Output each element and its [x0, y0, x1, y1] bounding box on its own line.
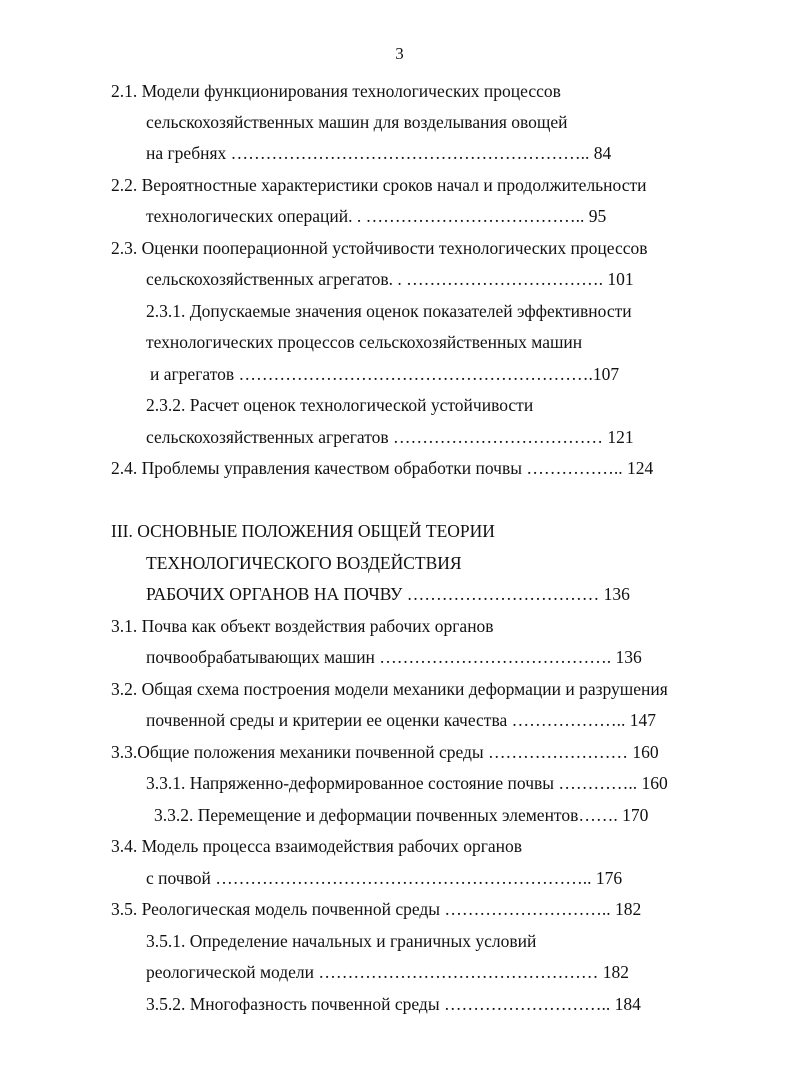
toc-line-2-2-end: технологических операций. . ……………………………….. 95 — [146, 206, 607, 226]
toc-line-3-1: 3.1. Почва как объект воздействия рабочих органов — [111, 616, 494, 636]
toc-line-chapter-3: III. ОСНОВНЫЕ ПОЛОЖЕНИЯ ОБЩЕЙ ТЕОРИИ — [111, 521, 495, 541]
toc-line-3-5: 3.5. Реологическая модель почвенной среды ……………………….. 182 — [111, 899, 642, 919]
page-number: 3 — [395, 44, 404, 63]
toc-line-2-4: 2.4. Проблемы управления качеством обработки почвы …………….. 124 — [111, 458, 654, 478]
toc-line-2-3-1-cont: технологических процессов сельскохозяйственных машин — [146, 332, 583, 352]
toc-line-2-1-cont: сельскохозяйственных машин для возделывания овощей — [146, 112, 568, 132]
toc-line-3-5-1-end: реологической модели ………………………………………… 182 — [146, 962, 630, 982]
toc-line-2-1-end: на гребнях …………………………………………………….. 84 — [146, 143, 612, 163]
toc-line-chapter-3-end: РАБОЧИХ ОРГАНОВ НА ПОЧВУ …………………………… 136 — [146, 584, 630, 604]
toc-line-3-4: 3.4. Модель процесса взаимодействия рабочих органов — [111, 836, 523, 856]
toc-line-3-2-end: почвенной среды и критерии ее оценки качества ……………….. 147 — [146, 710, 657, 730]
toc-line-chapter-3-cont: ТЕХНОЛОГИЧЕСКОГО ВОЗДЕЙСТВИЯ — [146, 553, 462, 573]
toc-line-2-3-1: 2.3.1. Допускаемые значения оценок показателей эффективности — [146, 301, 632, 321]
toc-line-2-3-end: сельскохозяйственных агрегатов. . ……………………………. 101 — [146, 269, 634, 289]
toc-line-3-1-end: почвообрабатывающих машин …………………………………. 136 — [146, 647, 642, 667]
toc-line-3-4-end: с почвой ……………………………………………………….. 176 — [146, 868, 623, 888]
toc-line-2-2: 2.2. Вероятностные характеристики сроков начал и продолжительности — [111, 175, 647, 195]
toc-line-3-5-1: 3.5.1. Определение начальных и граничных условий — [146, 931, 537, 951]
toc-line-2-3-2: 2.3.2. Расчет оценок технологической устойчивости — [146, 395, 534, 415]
toc-line-3-3: 3.3.Общие положения механики почвенной среды …………………… 160 — [111, 742, 659, 762]
toc-line-3-2: 3.2. Общая схема построения модели механики деформации и разрушения — [111, 679, 668, 699]
toc-line-2-3: 2.3. Оценки пооперационной устойчивости технологических процессов — [111, 238, 648, 258]
toc-line-2-3-2-end: сельскохозяйственных агрегатов ……………………………… 121 — [146, 427, 634, 447]
toc-line-3-3-2: 3.3.2. Перемещение и деформации почвенных элементов……. 170 — [154, 805, 649, 825]
toc-line-3-3-1: 3.3.1. Напряженно-деформированное состояние почвы ………….. 160 — [146, 773, 668, 793]
toc-line-3-5-2: 3.5.2. Многофазность почвенной среды ……………………….. 184 — [146, 994, 641, 1014]
toc-line-2-3-1-end: и агрегатов …………………………………………………….107 — [150, 364, 620, 384]
toc-line-2-1: 2.1. Модели функционирования технологических процессов — [111, 81, 561, 101]
